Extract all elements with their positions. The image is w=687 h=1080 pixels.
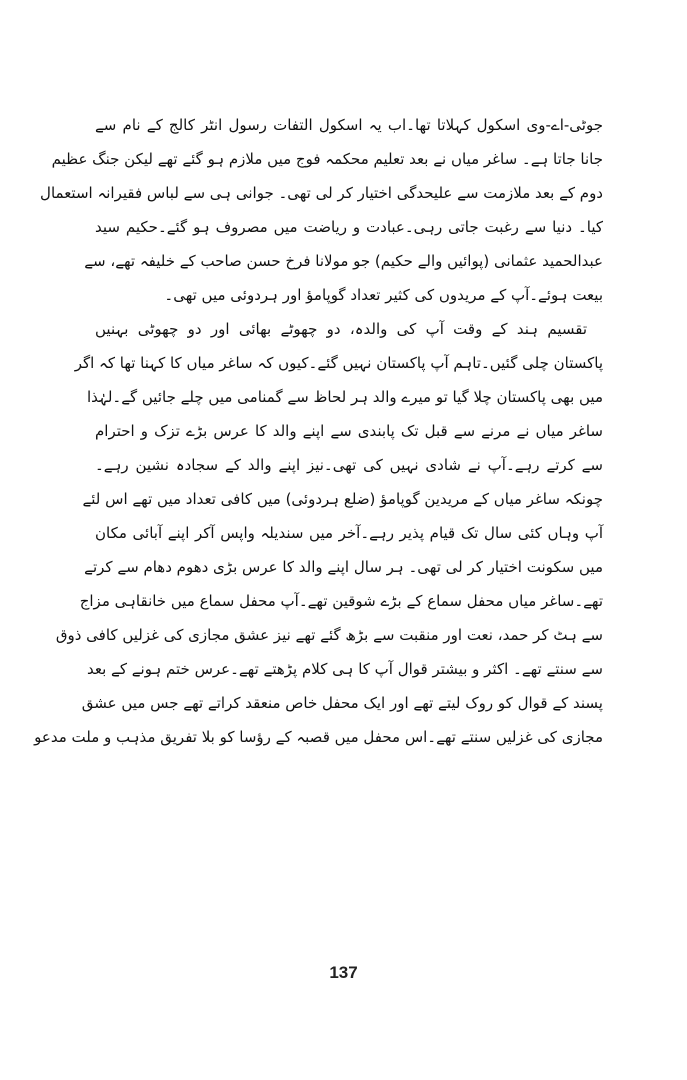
body-text xyxy=(34,108,603,754)
text-line: سے سنتے تھے۔ اکثر و بیشتر قوال آپ کا ہی کلام پڑھتے تھے۔عرس ختم ہونے کے بعد xyxy=(87,660,603,678)
text-line: تقسیم ہند کے وقت آپ کی والدہ، دو چھوٹے بھائی اور دو چھوٹی بہنیں xyxy=(95,320,587,338)
text-line: آپ وہاں کئی سال تک قیام پذیر رہے۔آخر میں سندیلہ واپس آکر اپنے آبائی مکان xyxy=(95,524,603,542)
text-line: پسند کے قوال کو روک لیتے تھے اور ایک محفل خاص منعقد کراتے تھے جس میں عشق xyxy=(81,694,603,712)
text-line: بیعت ہوئے۔آپ کے مریدوں کی کثیر تعداد گوپامؤ اور ہردوئی میں تھی۔ xyxy=(164,286,603,304)
text-line: تھے۔ساغر میاں محفل سماع کے بڑے شوقین تھے۔آپ محفل سماع میں خانقاہی مزاج xyxy=(79,592,603,610)
text-line: دوم کے بعد ملازمت سے علیحدگی اختیار کر لی تھی۔ جوانی ہی سے لباس فقیرانہ استعمال xyxy=(40,184,603,202)
text-line: پاکستان چلی گئیں۔تاہم آپ پاکستان نہیں گئے۔کیوں کہ ساغر میاں کا کہنا تھا کہ اگر xyxy=(74,354,603,372)
text-line: میں بھی پاکستان چلا گیا تو میرے والد ہر لحاظ سے گمنامی میں چلے جائیں گے۔لہٰذا xyxy=(87,388,603,406)
text-line: مجازی کی غزلیں سنتے تھے۔اس محفل میں قصبہ کے رؤسا کو بلا تفریق مذہب و ملت مدعو xyxy=(34,728,603,746)
text-line: جانا جاتا ہے۔ ساغر میاں نے بعد تعلیم محکمہ فوج میں ملازم ہو گئے تھے لیکن جنگ عظیم xyxy=(51,150,603,168)
text-line: میں سکونت اختیار کر لی تھی۔ ہر سال اپنے والد کا عرس بڑی دھوم دھام سے کرتے xyxy=(84,558,603,576)
text-line: چونکہ ساغر میاں کے مریدین گوپامؤ (ضلع ہردوئی) میں کافی تعداد میں تھے اس لئے xyxy=(82,490,603,508)
text-line: سے ہٹ کر حمد، نعت اور منقبت سے بڑھ گئے تھے نیز عشق مجازی کی غزلیں کافی ذوق xyxy=(55,626,603,644)
page-number: 137 xyxy=(329,963,358,982)
text-line: سے کرتے رہے۔آپ نے شادی نہیں کی تھی۔نیز اپنے والد کے سجادہ نشین رہے۔ xyxy=(95,456,603,474)
text-line: جوٹی-اے-وی اسکول کہلاتا تھا۔اب یہ اسکول التفات رسول انٹر کالج کے نام سے xyxy=(95,116,603,134)
text-line: ساغر میاں نے مرنے سے قبل تک پابندی سے اپنے والد کا عرس بڑے تزک و احترام xyxy=(95,422,603,440)
text-line: کیا۔ دنیا سے رغبت جاتی رہی۔عبادت و ریاضت میں مصروف ہو گئے۔حکیم سید xyxy=(95,218,603,236)
text-line: عبدالحمید عثمانی (پوائیں والے حکیم) جو مولانا فرخ حسن صاحب کے خلیفہ تھے، سے xyxy=(84,252,603,270)
